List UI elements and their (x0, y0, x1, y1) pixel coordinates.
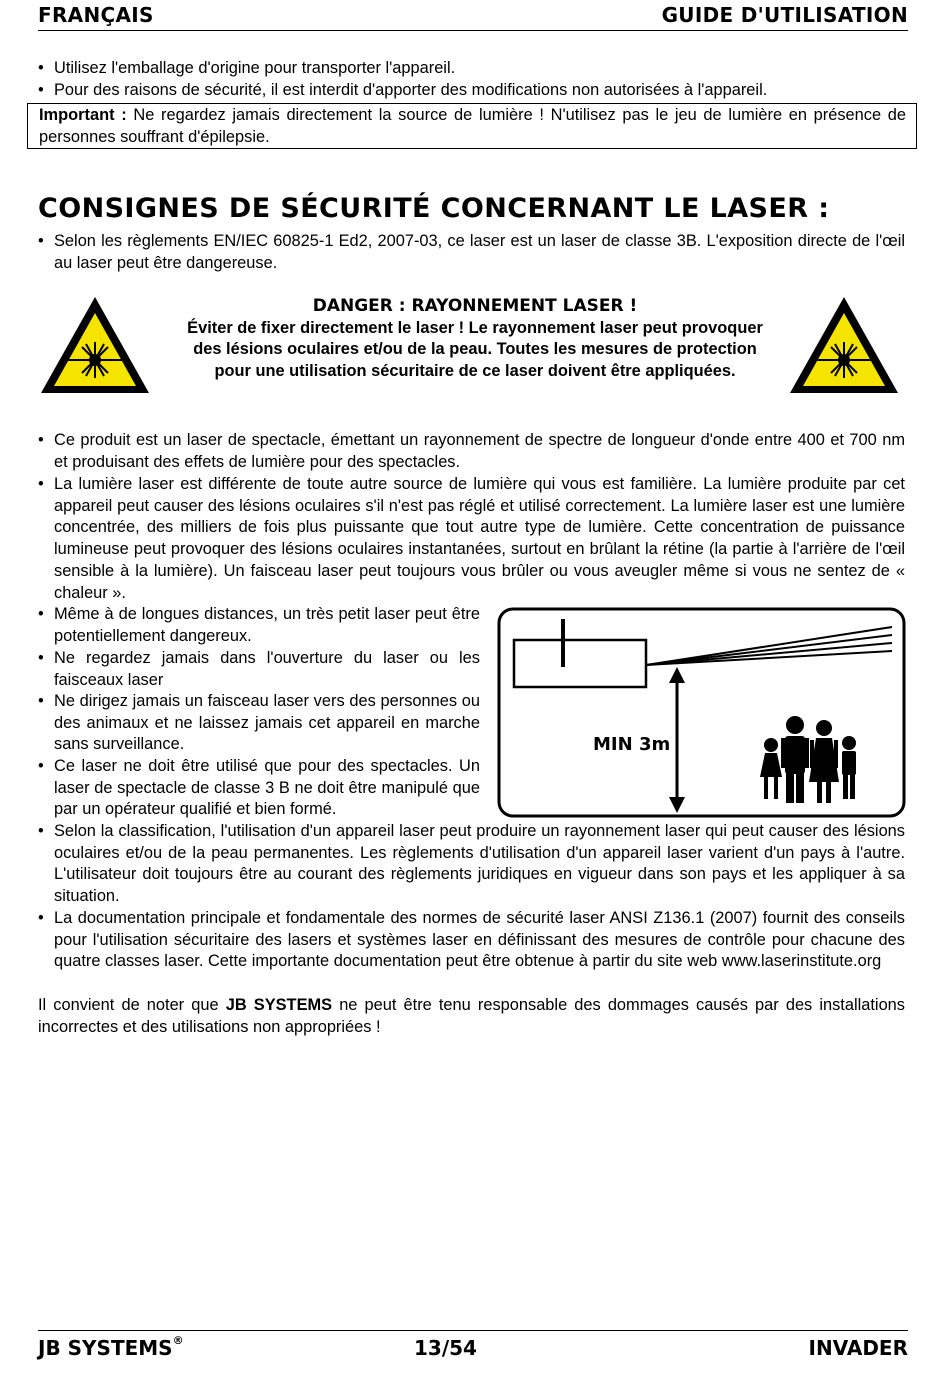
list-item: • Selon les règlements EN/IEC 60825-1 Ed2, 2007-03, ce laser est un laser de classe 3B. L'exposition directe de l'œil au laser peut être dangereuse. (38, 232, 905, 272)
list-item: • La lumière laser est différente de toute autre source de lumière qui vous est familière. La lumière produite par cet appareil peut causer des lésions oculaires s'il n'est pas réglé et utilisé correctement. La lumière laser est une lumière concentrée, des milliers de fois plus puissante que tout autre type de lumière. Cette concentration de puissance lumineuse peut provoquer des lésions oculaires instantanées, surtout en brûlant la rétine (la partie à l'arrière de l'œil sensible à la lumière). Un faisceau laser peut toujours vous brûler ou vous aveugler même si vous ne sentez de « chaleur ». (38, 475, 905, 602)
list-item: • Ne dirigez jamais un faisceau laser vers des personnes ou des animaux et ne laissez jamais cet appareil en marche sans surveillance. (38, 692, 480, 754)
brand-name: JB SYSTEMS (225, 996, 333, 1014)
page-header (38, 2, 908, 31)
bullet-icon: • (38, 649, 44, 667)
laser-unit-icon (514, 640, 646, 687)
list-item: • La documentation principale et fondamentale des normes de sécurité laser ANSI Z136.1 (2007) fournit des conseils pour l'utilisation sécuritaire des lasers et systèmes laser en définissant des mesures de contrôle pour chacune des quatre classes laser. Cette importante documentation peut être obtenue à partir du site web www.laserinstitute.org (38, 909, 905, 971)
important-text: Ne regardez jamais directement la source de lumière ! N'utilisez pas le jeu de lumière en présence de personnes souffrant d'épilepsie. (39, 106, 906, 146)
list-item: • Selon la classification, l'utilisation d'un appareil laser peut produire un rayonnement laser qui peut causer des lésions oculaires et/ou de la peau permanentes. Les règlements d'utilisation d'un appareil laser varient d'un pays à l'autre. L'utilisateur doit toujours être au courant des règlements juridiques en vigueur dans son pays et les appliquer à sa situation. (38, 822, 905, 906)
bullet-icon: • (38, 81, 44, 99)
list-item: • Ce produit est un laser de spectacle, émettant un rayonnement de spectre de longueur d'onde entre 400 et 700 nm et produisant des effets de lumière pour des spectacles. (38, 431, 905, 471)
list-item: • Ce laser ne doit être utilisé que pour des spectacles. Un laser de spectacle de classe 3 B ne doit être manipulé que par un opérateur qualifié et bien formé. (38, 757, 480, 819)
danger-notice (180, 296, 770, 383)
list-item: • Ne regardez jamais dans l'ouverture du laser ou les faisceaux laser (38, 649, 480, 689)
bullet-icon: • (38, 232, 44, 250)
bullet-icon: • (38, 475, 44, 493)
danger-text: Éviter de fixer directement le laser ! Le rayonnement laser peut provoquer des lésions oculaires et/ou de la peau. Toutes les mesures de protection pour une utilisation sécuritaire de ce laser doivent être appliquées. (187, 318, 763, 381)
footer-brand: JB SYSTEMS® (38, 1334, 184, 1360)
header-language: FRANÇAIS (38, 3, 154, 27)
important-label: Important : (39, 106, 127, 124)
footer-product: INVADER (808, 1336, 908, 1360)
list-item: • Pour des raisons de sécurité, il est interdit d'apporter des modifications non autorisées à l'appareil. (38, 80, 905, 102)
danger-title: DANGER : RAYONNEMENT LASER ! (312, 296, 638, 316)
laser-warning-icon (787, 294, 901, 396)
bullet-icon: • (38, 692, 44, 710)
list-item: • Utilisez l'emballage d'origine pour transporter l'appareil. (38, 58, 905, 80)
bullet-icon: • (38, 822, 44, 840)
list-item: • Même à de longues distances, un très petit laser peut être potentiellement dangereux. (38, 605, 480, 645)
important-notice-box (27, 103, 917, 149)
disclaimer-paragraph: Il convient de noter que JB SYSTEMS ne peut être tenu responsable des dommages causés par des installations incorrectes et des utilisations non appropriées ! (38, 996, 905, 1036)
min-height-label: MIN 3m (593, 734, 671, 755)
page-number: 13/54 (414, 1336, 477, 1360)
bullet-icon: • (38, 909, 44, 927)
header-guide-title: GUIDE D'UTILISATION (661, 3, 908, 27)
laser-warning-icon (38, 294, 152, 396)
section-heading: CONSIGNES DE SÉCURITÉ CONCERNANT LE LASER : (38, 193, 830, 224)
bullet-icon: • (38, 59, 44, 77)
bullet-icon: • (38, 431, 44, 449)
bullet-icon: • (38, 605, 44, 623)
page-footer (38, 1330, 908, 1361)
important-notice (39, 105, 906, 148)
bullet-icon: • (38, 757, 44, 775)
laser-height-diagram (497, 607, 906, 818)
